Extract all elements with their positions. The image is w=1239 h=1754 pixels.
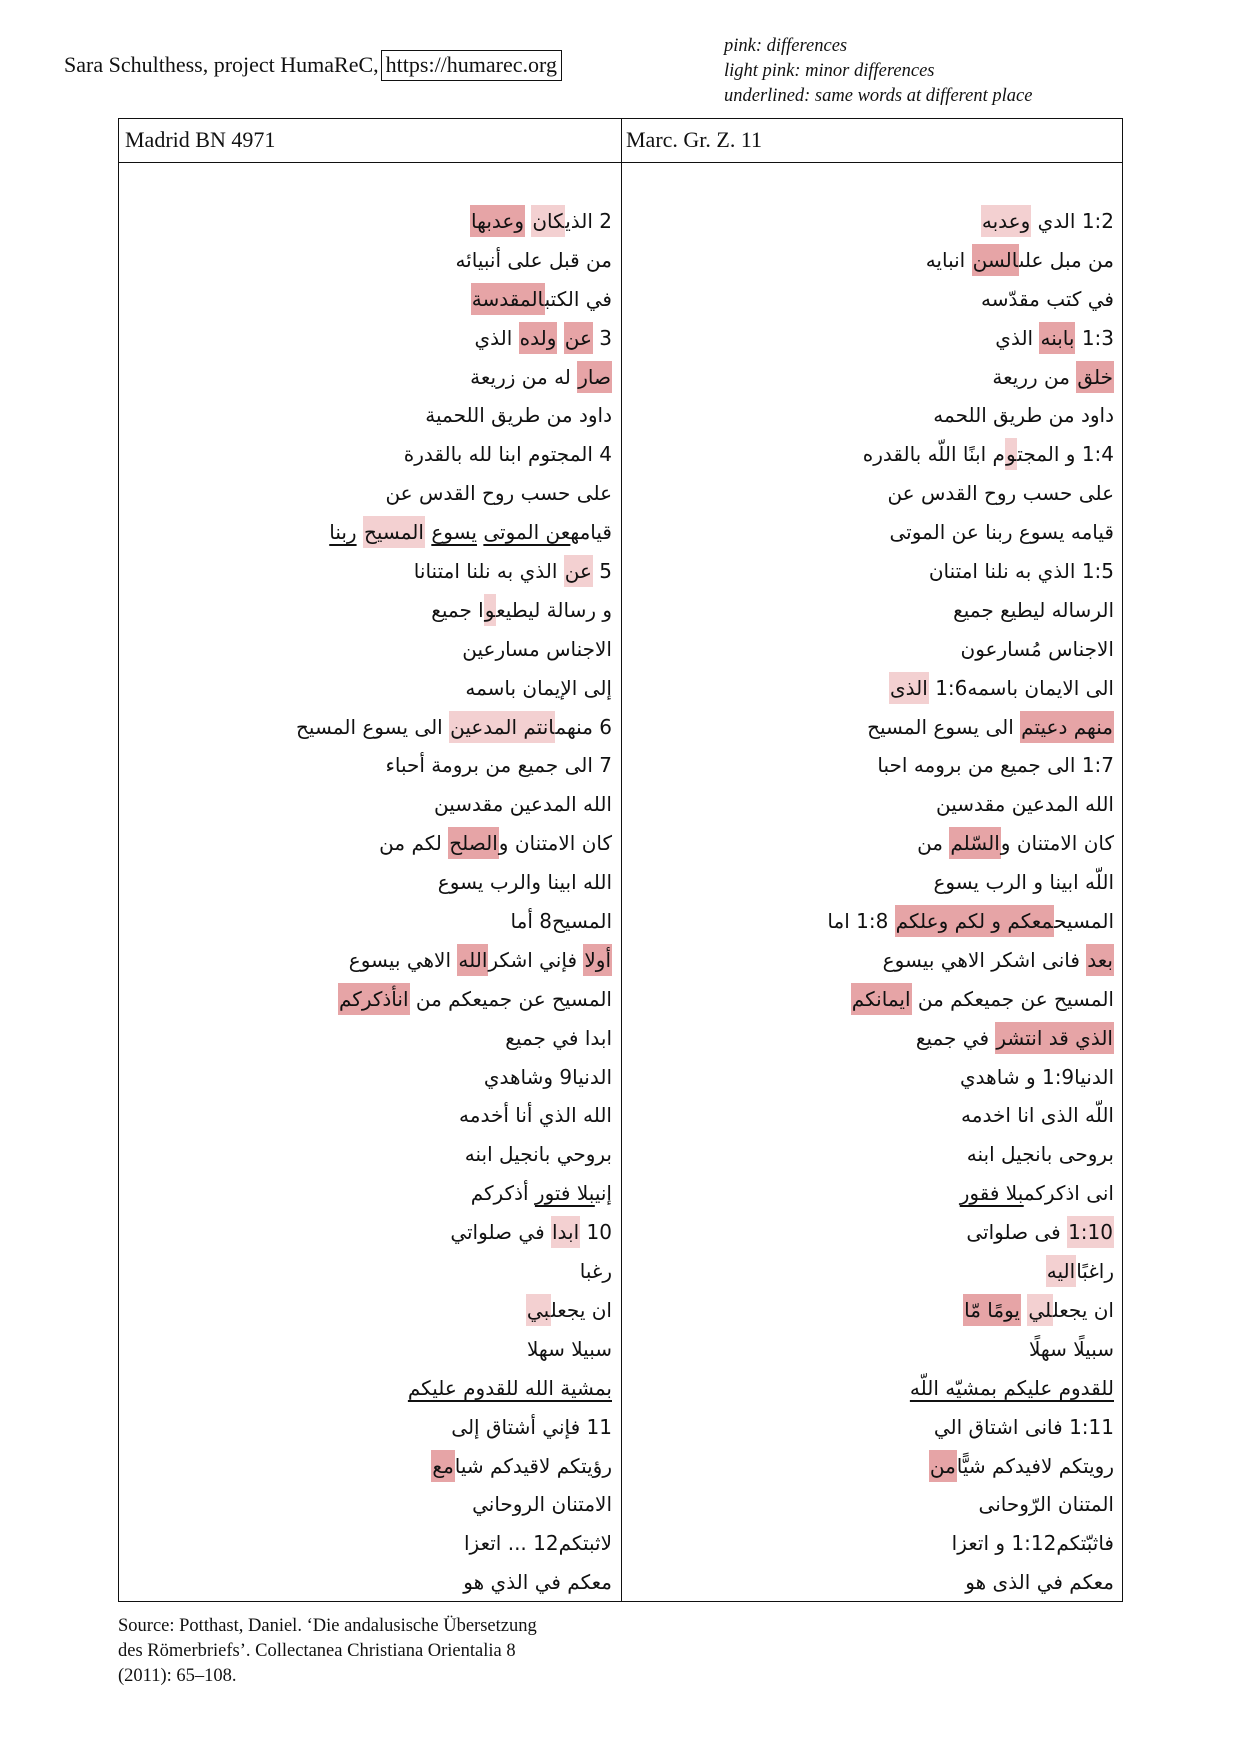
marciana-line: بعد فانى اشكر الاهي بيسوع: [827, 941, 1114, 980]
madrid-line: بروحي بانجيل ابنه: [464, 1142, 612, 1167]
madrid-line: ان يجعلبي: [296, 1291, 612, 1330]
madrid-line: سبيلا سهلا: [526, 1336, 612, 1361]
madrid-line: 3 عن ولده الذي: [296, 319, 612, 358]
legend-underlined: underlined: same words at different place: [724, 86, 1033, 106]
marciana-line: 1:11 فانى اشتاق الي: [933, 1414, 1114, 1439]
marciana-column-title: Marc. Gr. Z. 11: [626, 127, 763, 152]
comparison-table: [118, 118, 1123, 1602]
marciana-line: قيامه يسوع ربنا عن الموتى: [889, 520, 1114, 545]
madrid-line: من قبل على أنبيائه: [455, 247, 612, 272]
marciana-line: الدنيا1:9 و شاهدي: [960, 1064, 1114, 1089]
marciana-line: من مبل علىالسن انبايه: [827, 241, 1114, 280]
madrid-line: إنيبلا فتور أذكركم: [470, 1181, 612, 1206]
marciana-line: سبيلًا سهلًا: [1028, 1336, 1114, 1361]
madrid-line: معكم في الذي هو: [463, 1570, 612, 1595]
madrid-line: رؤيتكم لاقيدكم شيامع: [296, 1447, 612, 1486]
marciana-line: 1:2 الدي وعدبه: [827, 202, 1114, 241]
madrid-line: 11 فإني أشتاق إلى: [451, 1414, 612, 1439]
legend-pink: pink: differences: [724, 36, 848, 56]
marciana-text-column: [827, 202, 1114, 1602]
source-line-2: des Römerbriefs’. Collectanea Christiana Orientalia 8: [118, 1641, 516, 1661]
source-line-3: (2011): 65–108.: [118, 1666, 237, 1686]
madrid-line: داود من طريق اللحمية: [425, 403, 612, 428]
madrid-line: أولا فإني اشكرالله الاهي بيسوع: [296, 941, 612, 980]
marciana-line: اللّه الذى انا اخدمه: [961, 1103, 1114, 1128]
marciana-line: ان يجعللي يومًا مّا: [827, 1291, 1114, 1330]
madrid-line: 7 الى جميع من برومة أحباء: [385, 753, 612, 778]
madrid-line: رغبا: [579, 1259, 612, 1284]
marciana-line: 1:3 بابنه الذي: [827, 319, 1114, 358]
marciana-line: داود من طريق اللحمه: [933, 403, 1114, 428]
marciana-line: اللّه ابينا و الرب يسوع: [933, 870, 1114, 895]
marciana-line: 1:4 و المجتوم ابنًا اللّه بالقدره: [827, 435, 1114, 474]
madrid-line: إلى الإيمان باسمه: [465, 675, 612, 700]
marciana-line: الى الايمان باسمه1:6 الذى: [827, 669, 1114, 708]
madrid-line: لاثبتكم12 ... اتعزا: [463, 1531, 612, 1556]
header-divider: [119, 162, 1122, 163]
marciana-line: في كتب مقدّسه: [981, 286, 1114, 311]
marciana-line: راغبًااليه: [827, 1252, 1114, 1291]
marciana-line: الذي قد انتشر في جميع: [827, 1019, 1114, 1058]
project-url-link[interactable]: https://humarec.org: [381, 50, 562, 81]
madrid-line: الامتنان الروحاني: [472, 1492, 612, 1517]
marciana-line: رويتكم لافيدكم شيًّامن: [827, 1447, 1114, 1486]
marciana-line: انى اذكركمبلا فقور: [959, 1181, 1114, 1206]
marciana-line: معكم في الذى هو: [965, 1570, 1114, 1595]
header-author-line: [64, 50, 562, 81]
marciana-line: للقدوم عليكم بمشيّه اللّه: [909, 1375, 1114, 1400]
author-project-text: Sara Schulthess, project HumaReC,: [64, 52, 379, 77]
madrid-line: 4 المجتوم ابنا لله بالقدرة: [403, 442, 612, 467]
madrid-line: قيامهعن الموتى يسوع المسيح ربنا: [296, 513, 612, 552]
madrid-line: بمشية الله للقدوم عليكم: [407, 1375, 612, 1400]
madrid-line: ابدا في جميع: [505, 1025, 612, 1050]
madrid-line: في الكتبالمقدسة: [296, 280, 612, 319]
marciana-line: كان الامتنان والسّلم من: [827, 824, 1114, 863]
madrid-line: الاجناس مسارعين: [462, 636, 612, 661]
madrid-line: صار له من زريعة: [296, 358, 612, 397]
madrid-line: 6 منهمانتم المدعين الى يسوع المسيح: [296, 708, 612, 747]
legend-light-pink: light pink: minor differences: [724, 61, 935, 81]
marciana-line: المسيح عن جميعكم من ايمانكم: [827, 980, 1114, 1019]
column-divider: [621, 119, 622, 1601]
madrid-line: الله المدعين مقدسين: [434, 792, 612, 817]
marciana-line: منهم دعيتم الى يسوع المسيح: [827, 708, 1114, 747]
madrid-line: 2 الذيكان وعدبها: [296, 202, 612, 241]
madrid-line: على حسب روح القدس عن: [385, 481, 612, 506]
marciana-line: خلق من رريعة: [827, 358, 1114, 397]
marciana-line: الاجناس مُسارعون: [960, 636, 1114, 661]
madrid-line: كان الامتنان والصلح لكم من: [296, 824, 612, 863]
marciana-line: المتنان الرّوحانى: [978, 1492, 1114, 1517]
marciana-line: بروحى بانجيل ابنه: [966, 1142, 1114, 1167]
madrid-line: الدنيا9 وشاهدي: [483, 1064, 612, 1089]
madrid-line: المسيح8 أما: [510, 909, 612, 934]
madrid-line: 10 ابدا في صلواتي: [296, 1213, 612, 1252]
marciana-line: 1:7 الى جميع من برومه احبا: [877, 753, 1114, 778]
marciana-line: 1:10 فى صلواتى: [827, 1213, 1114, 1252]
madrid-line: و رسالة ليطيعوا جميع: [296, 591, 612, 630]
marciana-line: الرساله ليطيع جميع: [953, 597, 1114, 622]
madrid-line: الله ابينا والرب يسوع: [437, 870, 612, 895]
source-citation: [118, 1614, 537, 1689]
madrid-line: 5 عن الذي به نلنا امتنانا: [296, 552, 612, 591]
marciana-line: المسيحمعكم و لكم وعلكم 1:8 اما: [827, 902, 1114, 941]
madrid-text-column: [296, 202, 612, 1602]
marciana-line: فاثبّتكم1:12 و اتعزا: [951, 1531, 1114, 1556]
marciana-line: الله المدعين مقدسين: [936, 792, 1114, 817]
source-line-1: Source: Potthast, Daniel. ‘Die andalusische Übersetzung: [118, 1616, 537, 1636]
marciana-line: 1:5 الذي به نلنا امتنان: [928, 559, 1114, 584]
madrid-line: الله الذي أنا أخدمه: [459, 1103, 612, 1128]
color-legend: [724, 34, 1032, 109]
madrid-column-title: Madrid BN 4971: [125, 127, 276, 152]
marciana-line: على حسب روح القدس عن: [887, 481, 1114, 506]
madrid-line: المسيح عن جميعكم من انأذكركم: [296, 980, 612, 1019]
